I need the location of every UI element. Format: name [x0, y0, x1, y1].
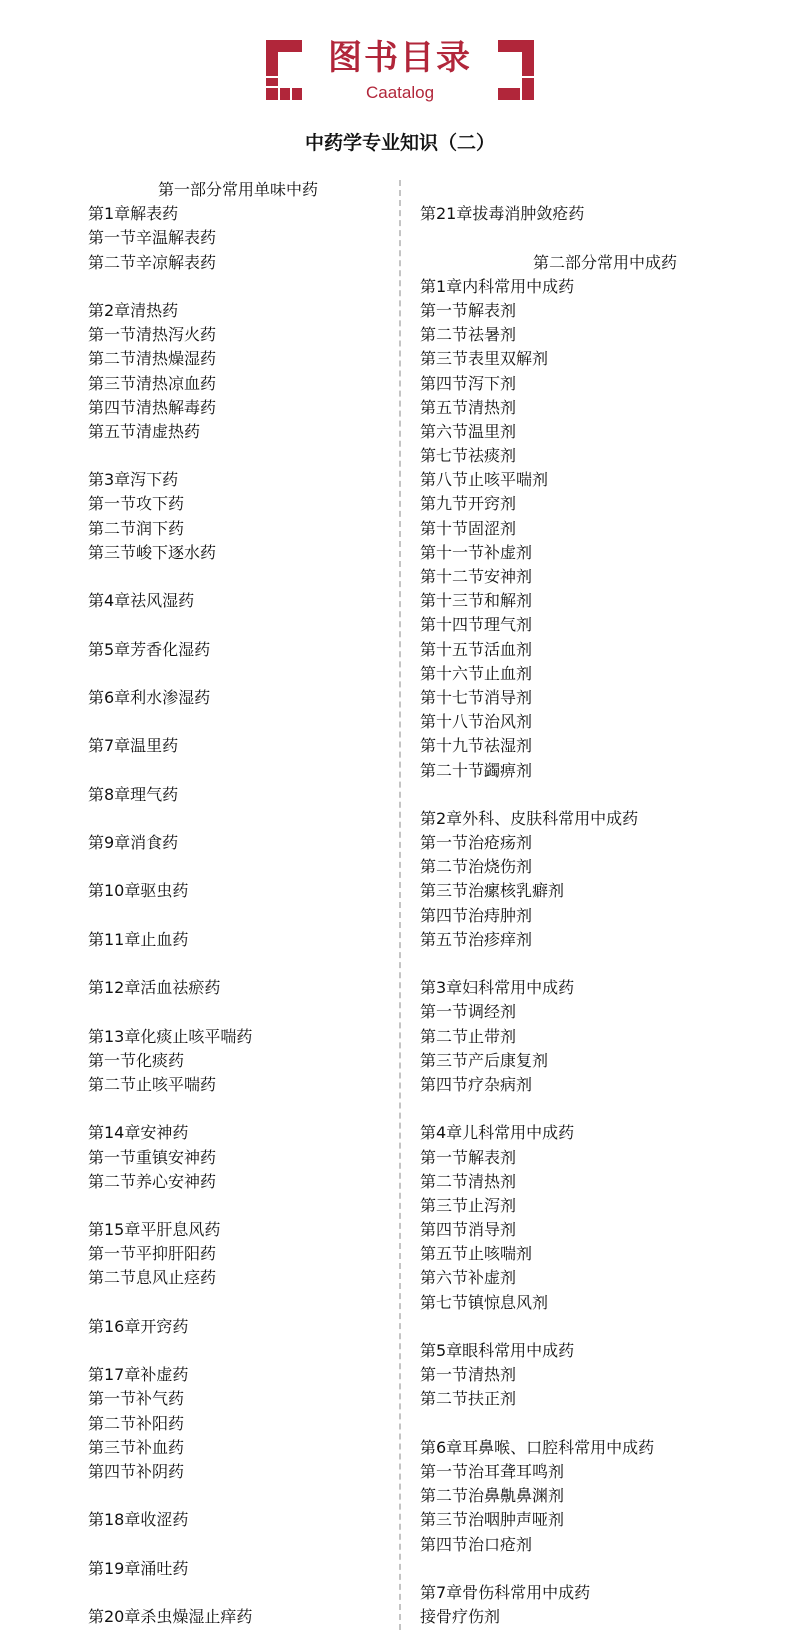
toc-chapter: 第19章涌吐药 — [88, 1558, 189, 1578]
book-subtitle: 中药学专业知识（二） — [304, 132, 495, 154]
toc-chapter: 第13章化痰止咳平喘药 — [88, 1026, 253, 1046]
toc-section: 第二节养心安神药 — [88, 1171, 217, 1191]
toc-chapter: 第8章理气药 — [88, 784, 179, 804]
toc-section: 第十六节止血剂 — [420, 663, 533, 683]
spacer — [88, 1339, 388, 1363]
toc-section: 接骨疗伤剂 — [420, 1607, 501, 1627]
toc-chapter: 第3章妇科常用中成药 — [420, 978, 575, 998]
toc-section: 第一节重镇安神药 — [88, 1147, 217, 1167]
toc-section: 第十九节祛湿剂 — [420, 736, 533, 756]
spacer — [88, 1581, 388, 1605]
toc-section: 第一节补气药 — [88, 1389, 185, 1409]
toc-section: 第七节镇惊息风剂 — [420, 1292, 549, 1312]
toc-section: 第六节温里剂 — [420, 421, 517, 441]
toc-section: 第二节止带剂 — [420, 1026, 517, 1046]
toc-section: 第二节补阳药 — [88, 1413, 185, 1433]
toc-section: 第一节治疮疡剂 — [420, 833, 533, 853]
toc-right-column — [420, 178, 790, 1629]
toc-chapter: 第18章收涩药 — [88, 1510, 189, 1530]
toc-section: 第三节止泻剂 — [420, 1195, 517, 1215]
toc-section: 第四节治痔肿剂 — [420, 905, 533, 925]
toc-chapter: 第3章泻下药 — [88, 470, 179, 490]
toc-section: 第一节治耳聋耳鸣剂 — [420, 1461, 565, 1481]
toc-section: 第十四节理气剂 — [420, 615, 533, 635]
toc-section: 第三节峻下逐水药 — [88, 542, 217, 562]
toc-chapter: 第10章驱虫药 — [88, 881, 189, 901]
toc-chapter: 第7章骨伤科常用中成药 — [420, 1582, 591, 1602]
toc-section: 第十七节消导剂 — [420, 687, 533, 707]
toc-chapter: 第4章祛风湿药 — [88, 591, 195, 611]
spacer — [88, 444, 388, 468]
toc-section: 第三节治瘰核乳癖剂 — [420, 881, 565, 901]
toc-section: 第五节清虚热药 — [88, 421, 201, 441]
toc-chapter: 第5章芳香化湿药 — [88, 639, 211, 659]
toc-section: 第一节调经剂 — [420, 1002, 517, 1022]
toc-section: 第十八节治风剂 — [420, 712, 533, 732]
toc-section: 第五节清热剂 — [420, 397, 517, 417]
spacer — [420, 1412, 790, 1436]
toc-chapter: 第7章温里药 — [88, 736, 179, 756]
spacer — [420, 1557, 790, 1581]
spacer — [420, 1097, 790, 1121]
toc-section: 第三节产后康复剂 — [420, 1050, 549, 1070]
toc-section: 第九节开窍剂 — [420, 494, 517, 514]
toc-section: 第七节祛痰剂 — [420, 446, 517, 466]
spacer — [88, 1484, 388, 1508]
toc-section: 第二节治烧伤剂 — [420, 857, 533, 877]
toc-chapter: 第2章清热药 — [88, 300, 179, 320]
toc-section: 第四节疗杂病剂 — [420, 1074, 533, 1094]
spacer — [420, 783, 790, 807]
toc-section: 第一节辛温解表药 — [88, 228, 217, 248]
toc-chapter: 第12章活血祛瘀药 — [88, 978, 221, 998]
spacer — [88, 1097, 388, 1121]
toc-section: 第四节泻下剂 — [420, 373, 517, 393]
toc-section: 第三节清热凉血药 — [88, 373, 217, 393]
toc-chapter: 第6章利水渗湿药 — [88, 687, 211, 707]
toc-part: 第二部分常用中成药 — [532, 252, 677, 272]
spacer — [420, 1315, 790, 1339]
toc-section: 第十三节和解剂 — [420, 591, 533, 611]
toc-section: 第十一节补虚剂 — [420, 542, 533, 562]
spacer — [420, 226, 790, 250]
toc-section: 第十节固涩剂 — [420, 518, 517, 538]
catalog-title-en: Caatalog — [365, 83, 435, 102]
toc-section: 第十二节安神剂 — [420, 567, 533, 586]
spacer — [88, 952, 388, 976]
toc-chapter: 第9章消食药 — [88, 833, 179, 853]
toc-section: 第二节止咳平喘药 — [88, 1074, 217, 1094]
toc-section: 第二节清热燥湿药 — [88, 349, 217, 369]
spacer — [88, 662, 388, 686]
toc-chapter: 第5章眼科常用中成药 — [420, 1341, 575, 1360]
spacer — [88, 710, 388, 734]
column-divider — [399, 180, 401, 1630]
toc-section: 第二节辛凉解表药 — [88, 252, 217, 272]
toc-part: 第一部分常用单味中药 — [157, 180, 318, 199]
spacer — [88, 855, 388, 879]
spacer — [88, 1533, 388, 1557]
logo-right-icon — [498, 40, 534, 100]
toc-section: 第十五节活血剂 — [420, 639, 533, 659]
toc-section: 第一节平抑肝阳药 — [88, 1244, 217, 1264]
toc-chapter: 第17章补虚药 — [88, 1365, 189, 1385]
toc-chapter: 第1章内科常用中成药 — [420, 276, 575, 296]
toc-section: 第一节解表剂 — [420, 300, 517, 320]
spacer — [88, 275, 388, 299]
toc-section: 第四节清热解毒药 — [88, 397, 217, 417]
toc-chapter: 第6章耳鼻喉、口腔科常用中成药 — [420, 1437, 655, 1457]
toc-section: 第八节止咳平喘剂 — [420, 470, 549, 490]
toc-section: 第二节治鼻鼽鼻渊剂 — [420, 1486, 565, 1506]
toc-section: 第一节清热泻火药 — [88, 325, 217, 345]
toc-section: 第三节治咽肿声哑剂 — [420, 1510, 565, 1530]
toc-section: 第一节解表剂 — [420, 1147, 517, 1167]
toc-chapter: 第15章平肝息风药 — [88, 1220, 221, 1240]
toc-chapter: 第1章解表药 — [88, 204, 179, 224]
spacer — [88, 613, 388, 637]
toc-section: 第一节攻下药 — [88, 494, 185, 514]
toc-section: 第四节补阴药 — [88, 1461, 185, 1481]
toc-section: 第三节补血药 — [88, 1437, 185, 1457]
spacer — [88, 1000, 388, 1024]
spacer — [88, 1194, 388, 1218]
spacer — [88, 807, 388, 831]
spacer — [88, 904, 388, 928]
toc-section: 第五节止咳喘剂 — [420, 1244, 533, 1264]
toc-section: 第二节清热剂 — [420, 1171, 517, 1191]
toc-section: 第一节化痰药 — [88, 1050, 185, 1070]
catalog-title: 图书目录 — [328, 38, 472, 78]
toc-chapter: 第2章外科、皮肤科常用中成药 — [420, 808, 639, 828]
toc-chapter: 第14章安神药 — [88, 1123, 189, 1143]
toc-chapter: 第4章儿科常用中成药 — [420, 1123, 575, 1143]
toc-chapter: 第21章拔毒消肿敛疮药 — [420, 204, 585, 224]
toc-chapter: 第16章开窍药 — [88, 1316, 189, 1336]
toc-left-column — [88, 178, 388, 1629]
toc-section: 第四节消导剂 — [420, 1220, 517, 1240]
spacer — [88, 759, 388, 783]
toc-section: 第二节扶正剂 — [420, 1389, 517, 1409]
toc-section: 第二节息风止痉药 — [88, 1268, 217, 1288]
toc-section: 第二十节蠲痹剂 — [420, 760, 533, 780]
toc-chapter: 第20章杀虫燥湿止痒药 — [88, 1607, 253, 1627]
toc-section: 第五节治疹痒剂 — [420, 929, 533, 949]
spacer — [420, 952, 790, 976]
toc-chapter: 第11章止血药 — [88, 929, 189, 949]
toc-section: 第六节补虚剂 — [420, 1268, 517, 1288]
toc-section: 第四节治口疮剂 — [420, 1534, 533, 1554]
toc-section: 第一节清热剂 — [420, 1365, 517, 1385]
toc-section: 第二节祛暑剂 — [420, 325, 517, 345]
toc-section: 第三节表里双解剂 — [420, 349, 549, 369]
spacer — [420, 178, 790, 202]
catalog-header — [0, 36, 800, 106]
spacer — [88, 565, 388, 589]
toc-section: 第二节润下药 — [88, 518, 185, 538]
spacer — [88, 1291, 388, 1315]
